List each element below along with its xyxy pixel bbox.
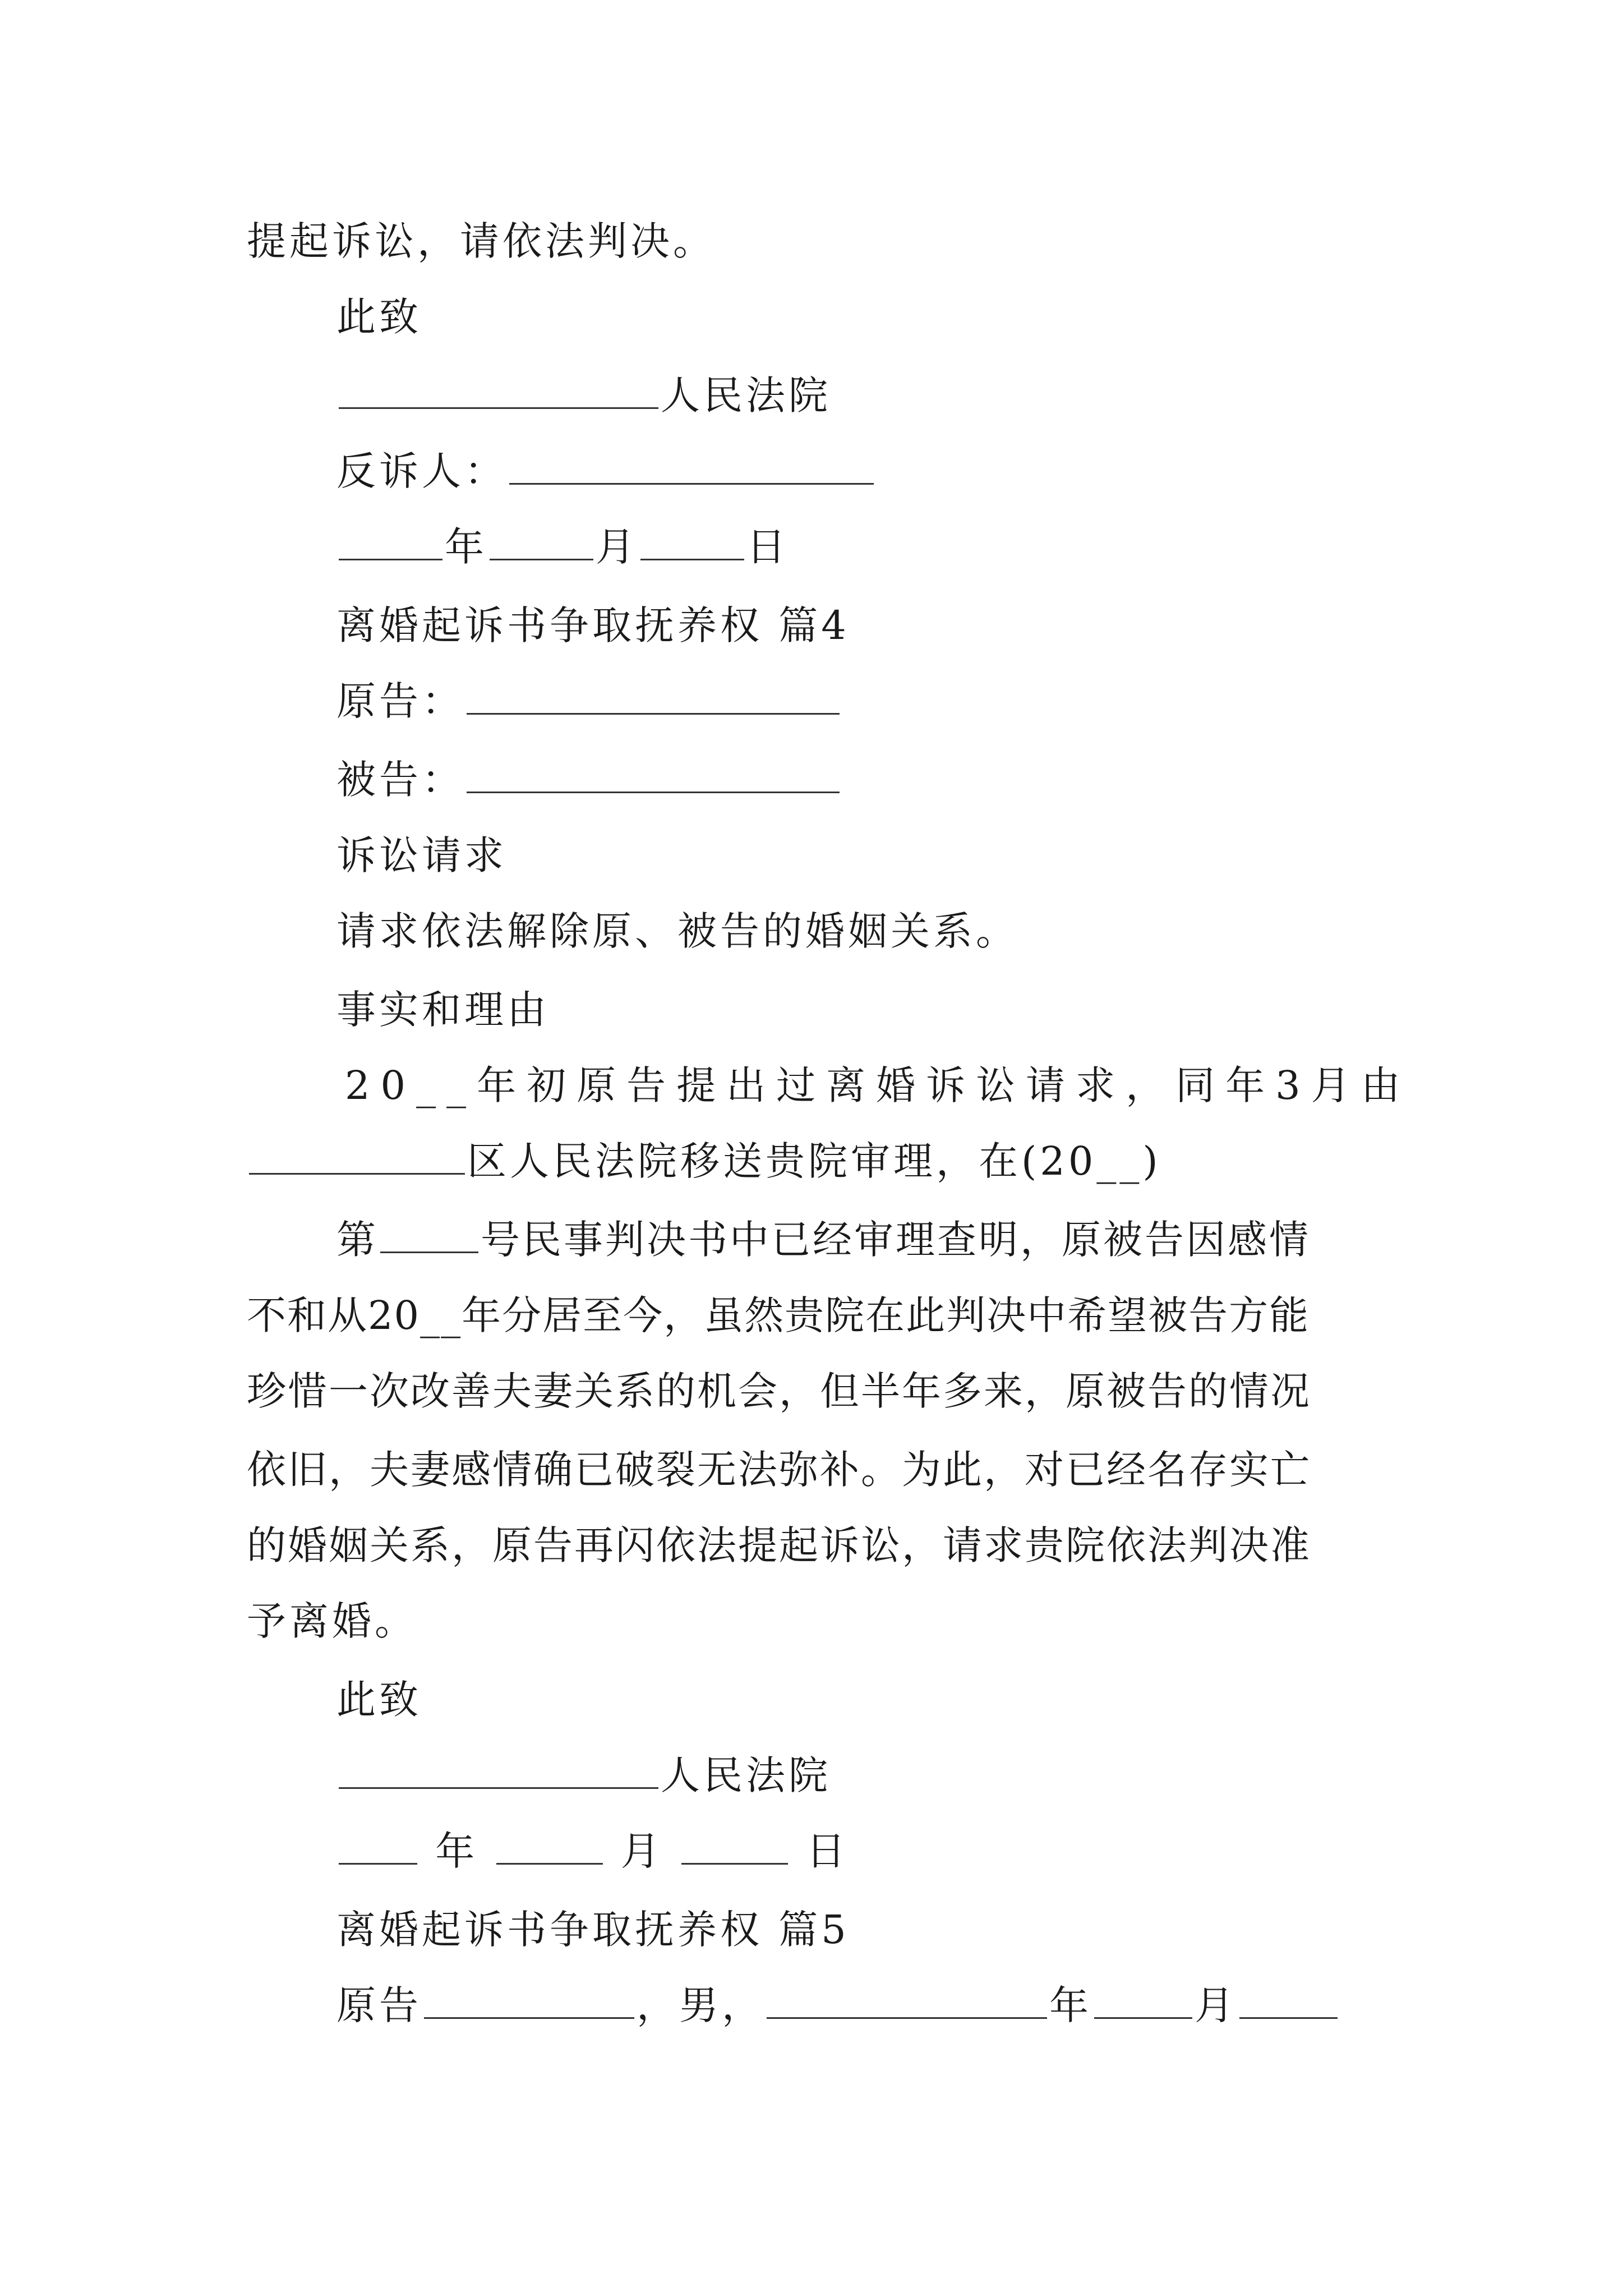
text-line: 诉讼请求 — [336, 832, 507, 878]
date-month: 月 — [1195, 1982, 1237, 2028]
date-line — [336, 1823, 849, 1879]
blank-underline — [424, 1982, 634, 2019]
field-label: 原告 — [336, 1982, 422, 2028]
counter-claimant-line — [336, 443, 876, 499]
blank-underline — [249, 1138, 465, 1175]
blank-underline — [339, 372, 658, 409]
blank-underline — [490, 524, 593, 560]
blank-underline — [339, 1752, 658, 1789]
blank-underline — [339, 1828, 417, 1865]
blank-underline — [1094, 1982, 1192, 2019]
text-line: 的婚姻关系，原告再闪依法提起诉讼，请求贵院依法判决准 — [247, 1522, 1311, 1568]
blank-underline — [640, 524, 744, 560]
text-line: 不和从20__年分居至今，虽然贵院在此判决中希望被告方能 — [247, 1292, 1310, 1338]
text-line: 第 — [336, 1217, 378, 1263]
blank-underline — [467, 678, 840, 715]
text-line: 号民事判决书中已经审理查明，原被告因感情 — [481, 1217, 1311, 1263]
blank-underline — [467, 757, 840, 793]
text-line: 离婚起诉书争取抚养权 篇5 — [336, 1907, 850, 1953]
paragraph-line — [336, 903, 1018, 959]
text-line: 予离婚。 — [247, 1598, 417, 1644]
paragraph-line — [336, 1212, 1311, 1268]
text-line: 提起诉讼，请依法判决。 — [247, 218, 716, 264]
paragraph-line — [247, 1593, 417, 1649]
date-year: 年 — [445, 524, 487, 570]
blank-underline — [339, 524, 442, 560]
field-label: 被告： — [336, 757, 464, 803]
blank-underline — [509, 448, 874, 485]
paragraph-line — [247, 213, 716, 269]
text-line: 此致 — [336, 1677, 422, 1723]
paragraph-line — [336, 982, 550, 1038]
date-month: 月 — [596, 524, 638, 570]
defendant-line — [336, 752, 842, 808]
text-line: 珍惜一次改善夫妻关系的机会，但半年多来，原被告的情况 — [247, 1368, 1311, 1414]
date-year: 年 — [435, 1828, 478, 1874]
court-name: 人民法院 — [661, 372, 831, 418]
paragraph-line — [247, 1287, 1310, 1343]
section-heading — [336, 597, 850, 654]
section-heading — [336, 1902, 850, 1958]
paragraph-line — [247, 1517, 1311, 1573]
date-month: 月 — [620, 1828, 663, 1874]
blank-underline — [1239, 1982, 1338, 2019]
date-year: 年 — [1049, 1982, 1092, 2028]
blank-underline — [496, 1828, 603, 1865]
paragraph-line — [247, 1363, 1311, 1419]
plaintiff-line — [336, 673, 842, 729]
blank-underline — [380, 1217, 478, 1253]
paragraph-line — [345, 1057, 1411, 1114]
date-line — [336, 519, 789, 575]
field-label: 原告： — [336, 678, 464, 724]
paragraph-line — [247, 1133, 1161, 1189]
paragraph-line — [247, 1442, 1311, 1498]
court-line — [336, 367, 831, 424]
text-line: 区人民法院移送贵院审理，在(20__) — [467, 1138, 1161, 1184]
text-line: 依旧，夫妻感情确已破裂无法弥补。为此，对已经名存实亡 — [247, 1447, 1311, 1493]
text-line: 请求依法解除原、被告的婚姻关系。 — [336, 908, 1018, 954]
date-day: 日 — [806, 1828, 849, 1874]
date-day: 日 — [746, 524, 789, 570]
field-label: 反诉人： — [336, 448, 507, 494]
court-name: 人民法院 — [661, 1752, 831, 1798]
blank-underline — [767, 1982, 1047, 2019]
salutation — [336, 1672, 422, 1728]
blank-underline — [681, 1828, 788, 1865]
text-line: 离婚起诉书争取抚养权 篇4 — [336, 602, 850, 648]
text-line: 事实和理由 — [336, 987, 550, 1033]
court-line — [336, 1747, 831, 1803]
plaintiff-info-line — [336, 1977, 1340, 2033]
salutation — [336, 289, 422, 345]
text-line: ，男， — [637, 1982, 764, 2028]
text-line: 20__年初原告提出过离婚诉讼请求，同年3月由 — [345, 1062, 1411, 1108]
text-line: 此致 — [336, 294, 422, 340]
paragraph-line — [336, 827, 507, 884]
